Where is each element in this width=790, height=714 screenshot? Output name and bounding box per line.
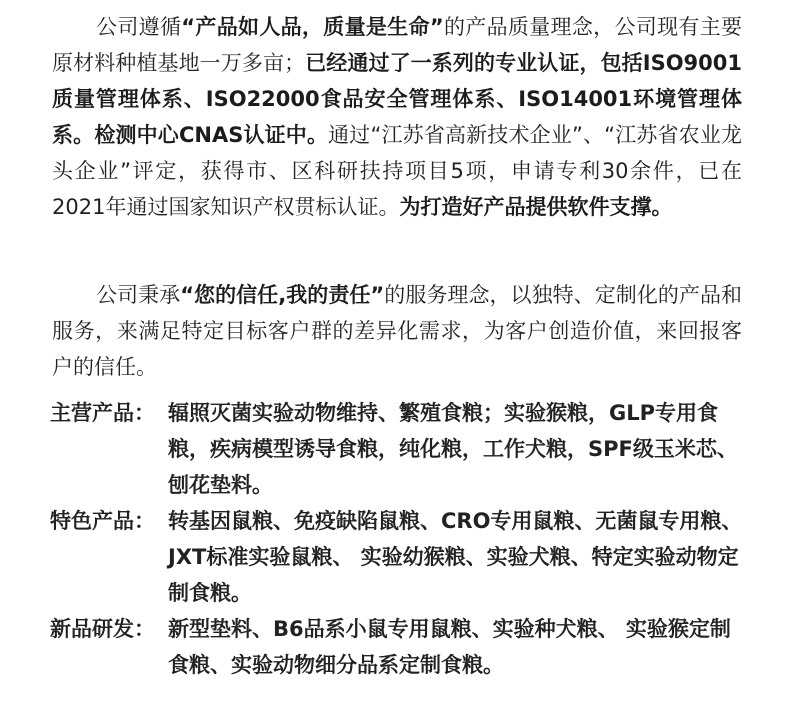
main-products-label: 主营产品： (50, 401, 155, 425)
service-intro: 公司秉承 (96, 283, 181, 307)
list-item (50, 395, 750, 503)
service-paragraph (52, 277, 742, 385)
featured-products-label: 特色产品： (50, 509, 155, 533)
main-products-text: 辐照灭菌实验动物维持、繁殖食粮；实验猴粮，GLP专用食粮，疾病模型诱导食粮，纯化粮，工作犬粮，SPF级玉米芯、刨花垫料。 (168, 401, 738, 497)
quality-paragraph (52, 9, 742, 225)
support-text: 为打造好产品提供软件支撑。 (399, 195, 673, 219)
quality-intro: 公司遵循 (96, 15, 182, 39)
quality-base-text: 的产品质量理念，公司现有主要原材料种植基地一万多亩； (52, 15, 743, 75)
certification-text: 已经通过了一系列的专业认证，包括ISO9001质量管理体系、ISO22000食品安全管理体系、ISO14001环境管理体系。检测中心CNAS认证中。 (52, 51, 742, 147)
featured-products-text: 转基因鼠粮、免疫缺陷鼠粮、CRO专用鼠粮、无菌鼠专用粮、JXT标准实验鼠粮、 实验幼猴粮、实验犬粮、特定实验动物定制食粮。 (168, 509, 743, 605)
list-item (50, 503, 750, 611)
service-text: 的服务理念，以独特、定制化的产品和服务，来满足特定目标客户群的差异化需求，为客户创造价值，来回报客户的信任。 (52, 283, 743, 379)
honors-text: 通过“江苏省高新技术企业”、“江苏省农业龙头企业”评定，获得市、区科研扶持项目5项，申请专利30余件，已在2021年通过国家知识产权贯标认证。 (52, 123, 742, 219)
list-item (50, 611, 750, 683)
new-products-text: 新型垫料、B6品系小鼠专用鼠粮、实验种犬粮、 实验猴定制食粮、实验动物细分品系定制食粮。 (168, 617, 731, 677)
product-list (50, 395, 750, 683)
new-products-label: 新品研发： (50, 617, 155, 641)
service-motto: “您的信任,我的责任” (180, 283, 385, 307)
quality-motto: “产品如人品，质量是生命” (181, 15, 444, 39)
